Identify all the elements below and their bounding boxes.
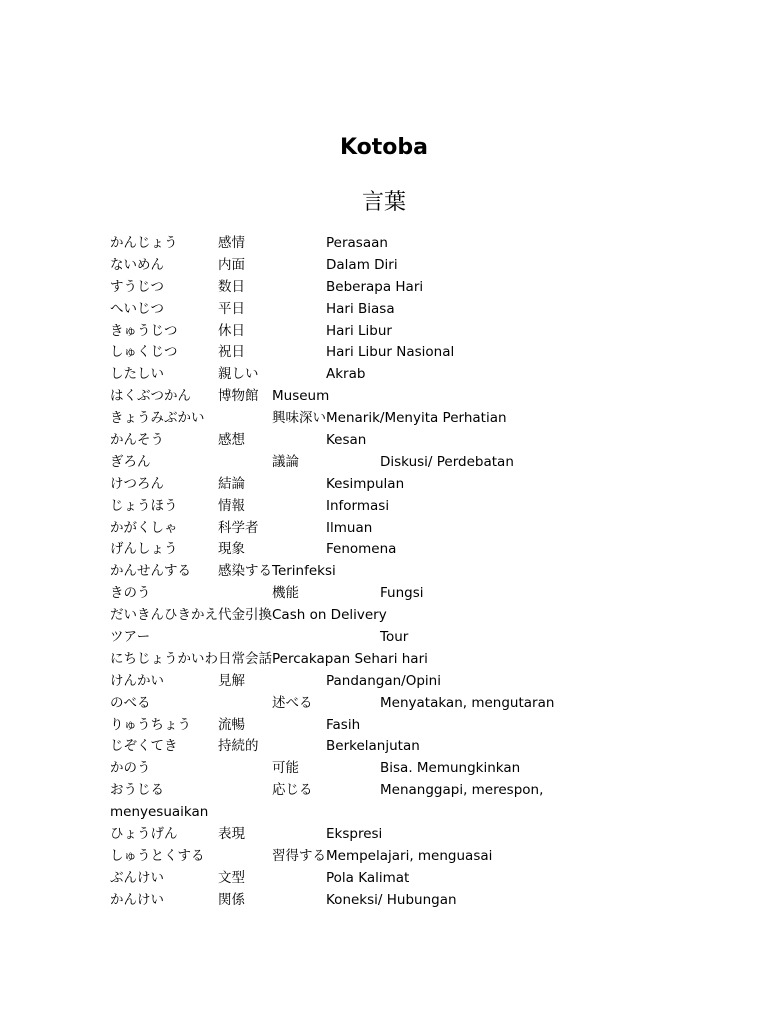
vocab-reading: ぎろん xyxy=(110,453,151,470)
vocab-kanji: 情報 xyxy=(218,497,245,514)
vocab-meaning: Kesan xyxy=(326,432,367,449)
vocab-meaning: Fenomena xyxy=(326,541,397,558)
vocab-reading: げんしょう xyxy=(110,541,178,558)
vocab-row xyxy=(110,780,670,802)
vocab-kanji: 述べる xyxy=(272,694,313,711)
vocab-row xyxy=(110,496,670,518)
vocab-row xyxy=(110,255,670,277)
vocab-row xyxy=(110,627,670,649)
vocab-meaning: Museum xyxy=(272,388,330,405)
vocab-kanji: 習得する xyxy=(272,847,326,864)
vocab-kanji: 関係 xyxy=(218,891,245,908)
vocab-meaning: Cash on Delivery xyxy=(272,607,387,624)
vocab-reading: したしい xyxy=(110,366,164,383)
vocab-meaning: Hari Libur xyxy=(326,322,392,339)
vocab-row xyxy=(110,693,670,715)
vocab-kanji: 内面 xyxy=(218,256,245,273)
vocab-row xyxy=(110,518,670,540)
vocab-meaning: Koneksi/ Hubungan xyxy=(326,891,457,908)
vocab-row xyxy=(110,715,670,737)
vocab-kanji: 親しい xyxy=(218,366,259,383)
vocab-row xyxy=(110,474,670,496)
vocab-row xyxy=(110,561,670,583)
vocab-row xyxy=(110,408,670,430)
vocab-row xyxy=(110,605,670,627)
vocab-kanji: 可能 xyxy=(272,760,299,777)
vocab-meaning: Hari Biasa xyxy=(326,300,395,317)
vocab-row xyxy=(110,321,670,343)
vocab-reading: きょうみぶかい xyxy=(110,410,205,427)
vocab-row xyxy=(110,824,670,846)
vocab-kanji: 表現 xyxy=(218,826,245,843)
vocab-kanji: 代金引換 xyxy=(218,607,272,624)
vocab-meaning: Mempelajari, menguasai xyxy=(326,847,493,864)
vocab-row xyxy=(110,364,670,386)
vocab-reading: おうじる xyxy=(110,782,164,799)
vocab-kanji: 興味深い xyxy=(272,410,326,427)
vocab-kanji: 議論 xyxy=(272,453,299,470)
vocab-meaning: Menanggapi, merespon, xyxy=(380,782,544,799)
vocab-meaning: Informasi xyxy=(326,497,390,514)
vocab-reading: のべる xyxy=(110,694,151,711)
page-title: Kotoba xyxy=(340,135,428,160)
vocab-kanji: 結論 xyxy=(218,475,245,492)
vocab-kanji: 平日 xyxy=(218,300,245,317)
vocab-meaning: Pandangan/Opini xyxy=(326,672,441,689)
vocab-row xyxy=(110,299,670,321)
vocab-row xyxy=(110,452,670,474)
vocab-kanji: 祝日 xyxy=(218,344,245,361)
vocab-row xyxy=(110,386,670,408)
vocab-meaning: Percakapan Sehari hari xyxy=(272,650,428,667)
vocab-kanji: 流暢 xyxy=(218,716,245,733)
vocab-row xyxy=(110,890,670,912)
vocab-meaning: Hari Libur Nasional xyxy=(326,344,455,361)
vocab-meaning: Perasaan xyxy=(326,235,388,251)
vocab-kanji: 機能 xyxy=(272,585,299,602)
vocab-meaning: Fasih xyxy=(326,716,361,733)
vocab-reading: すうじつ xyxy=(110,278,164,295)
vocab-reading: menyesuaikan xyxy=(110,804,209,821)
vocab-reading: かがくしゃ xyxy=(110,519,178,536)
vocab-reading: かんじょう xyxy=(110,235,178,251)
vocab-reading: だいきんひきかえ xyxy=(110,607,218,624)
vocab-meaning: Dalam Diri xyxy=(326,256,398,273)
vocab-kanji: 日常会話 xyxy=(218,650,272,667)
vocab-meaning: Bisa. Memungkinkan xyxy=(380,760,521,777)
vocab-reading: じぞくてき xyxy=(110,738,178,755)
vocab-kanji: 見解 xyxy=(218,672,245,689)
vocab-kanji: 感想 xyxy=(218,432,245,449)
page-subtitle: 言葉 xyxy=(361,190,406,215)
vocab-reading: へいじつ xyxy=(110,300,164,317)
vocab-meaning: Menyatakan, mengutaran xyxy=(380,694,555,711)
vocab-meaning: Akrab xyxy=(326,366,366,383)
vocab-meaning: Menarik/Menyita Perhatian xyxy=(326,410,507,427)
vocab-reading: かんせんする xyxy=(110,563,191,580)
vocab-reading: にちじょうかいわ xyxy=(110,650,218,667)
vocab-kanji: 持続的 xyxy=(218,738,259,755)
vocabulary-list xyxy=(110,233,670,912)
vocab-kanji: 感染する xyxy=(218,563,272,580)
vocab-kanji: 休日 xyxy=(218,322,245,339)
vocab-row xyxy=(110,846,670,868)
vocab-kanji: 感情 xyxy=(218,235,245,251)
vocab-row xyxy=(110,802,670,824)
vocab-kanji: 応じる xyxy=(272,782,313,799)
vocab-kanji: 現象 xyxy=(218,541,245,558)
vocab-meaning: Diskusi/ Perdebatan xyxy=(380,453,514,470)
vocab-reading: かんそう xyxy=(110,432,164,449)
vocab-meaning: Pola Kalimat xyxy=(326,869,410,886)
vocab-reading: りゅうちょう xyxy=(110,716,191,733)
vocab-meaning: Beberapa Hari xyxy=(326,278,424,295)
vocab-row xyxy=(110,868,670,890)
vocab-reading: しゅくじつ xyxy=(110,344,178,361)
vocab-row xyxy=(110,233,670,255)
vocab-row xyxy=(110,583,670,605)
vocab-meaning: Fungsi xyxy=(380,585,424,602)
vocab-meaning: Terinfeksi xyxy=(272,563,336,580)
vocab-meaning: Ilmuan xyxy=(326,519,373,536)
vocab-kanji: 科学者 xyxy=(218,519,259,536)
vocab-reading: ひょうげん xyxy=(110,826,178,843)
vocab-reading: けつろん xyxy=(110,475,164,492)
vocab-kanji: 文型 xyxy=(218,869,245,886)
vocab-row xyxy=(110,430,670,452)
vocab-reading: けんかい xyxy=(110,672,164,689)
vocab-kanji: 博物館 xyxy=(218,388,259,405)
vocab-row xyxy=(110,758,670,780)
vocab-meaning: Kesimpulan xyxy=(326,475,405,492)
vocab-reading: かんけい xyxy=(110,891,164,908)
vocab-row xyxy=(110,342,670,364)
vocab-meaning: Tour xyxy=(380,629,409,646)
vocab-row xyxy=(110,539,670,561)
vocab-row xyxy=(110,277,670,299)
vocab-kanji: 数日 xyxy=(218,278,245,295)
vocab-reading: ぶんけい xyxy=(110,869,164,886)
vocab-reading: しゅうとくする xyxy=(110,847,205,864)
vocab-reading: きのう xyxy=(110,585,151,602)
vocab-reading: ツアー xyxy=(110,629,151,646)
vocab-row xyxy=(110,671,670,693)
vocab-row xyxy=(110,649,670,671)
vocab-reading: はくぶつかん xyxy=(110,388,191,405)
vocab-reading: ないめん xyxy=(110,256,164,273)
vocab-row xyxy=(110,736,670,758)
vocab-meaning: Ekspresi xyxy=(326,826,383,843)
vocab-meaning: Berkelanjutan xyxy=(326,738,420,755)
vocab-reading: かのう xyxy=(110,760,151,777)
vocab-reading: きゅうじつ xyxy=(110,322,178,339)
vocab-reading: じょうほう xyxy=(110,497,178,514)
